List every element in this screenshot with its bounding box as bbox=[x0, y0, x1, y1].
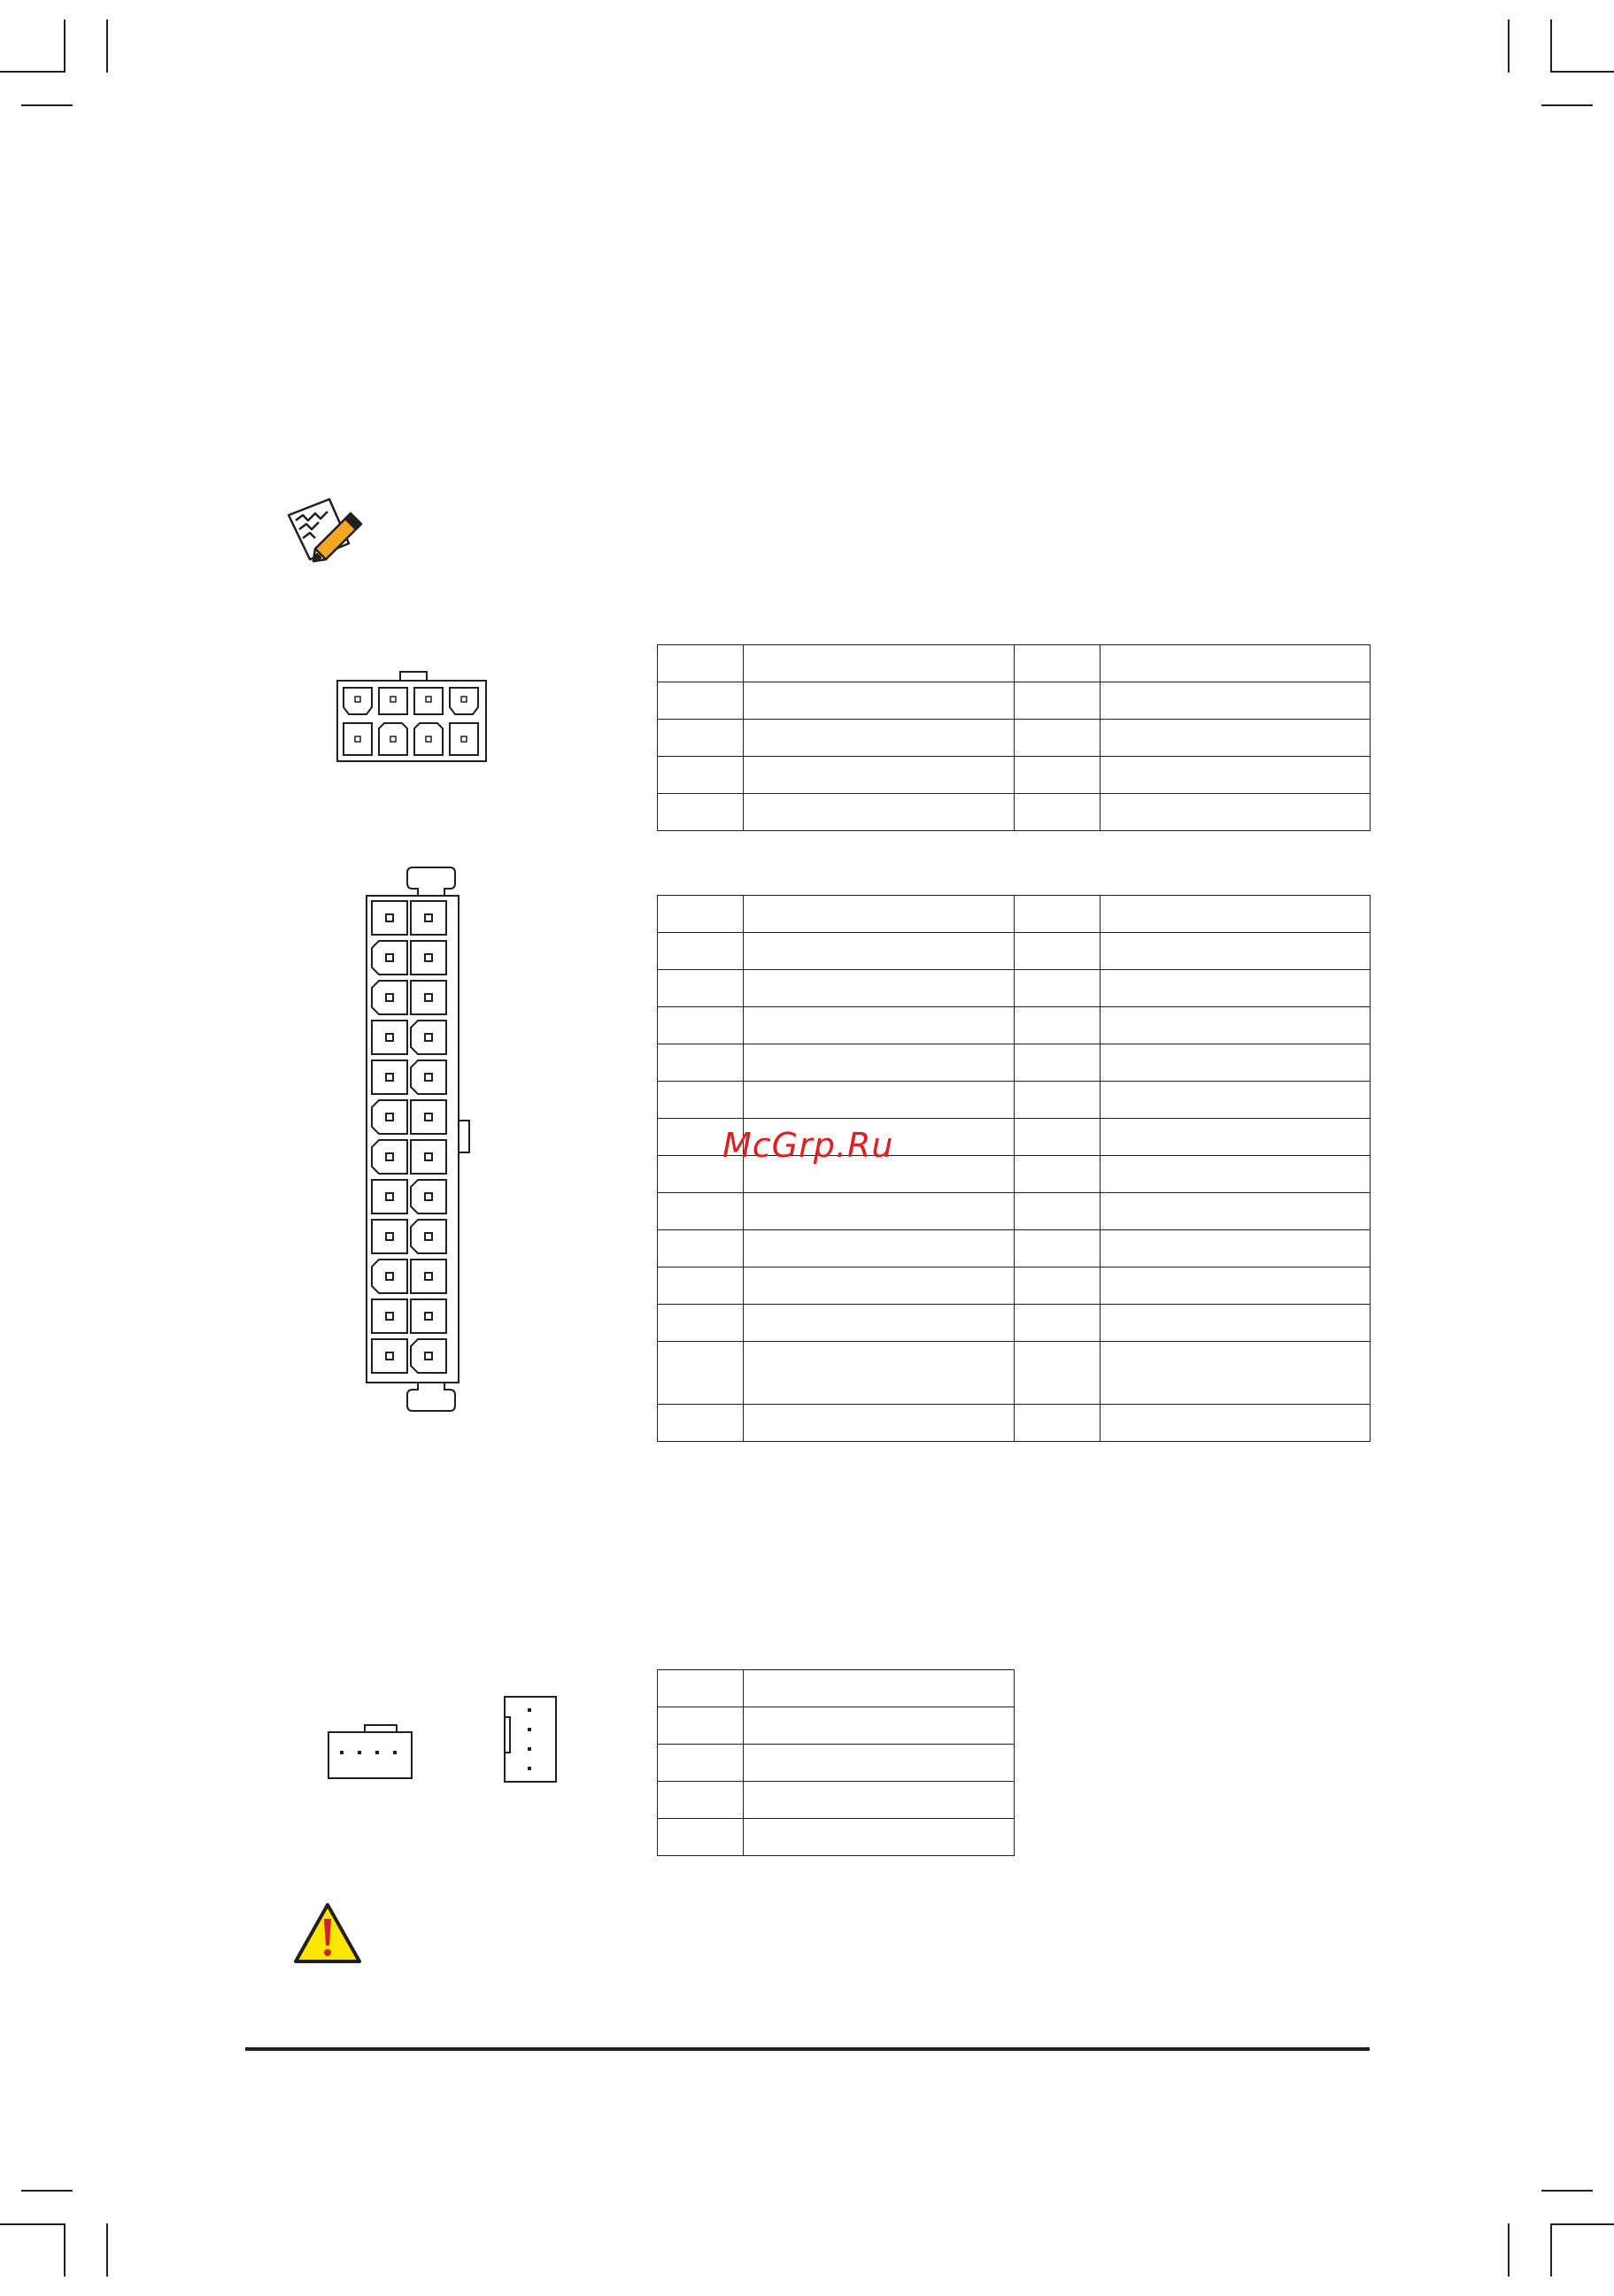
connector-pin-contact bbox=[386, 1313, 393, 1320]
table-row bbox=[658, 1342, 1371, 1405]
fan-header-horizontal-diagram bbox=[326, 1722, 414, 1781]
atx-24pin-connector-diagram bbox=[361, 864, 473, 1414]
connector-pin-contact bbox=[386, 954, 393, 961]
connector-pin-contact bbox=[425, 1113, 432, 1121]
table-row bbox=[658, 1670, 1015, 1707]
connector-pin-contact bbox=[386, 994, 393, 1001]
table-cell bbox=[744, 1230, 1015, 1267]
table-cell bbox=[658, 1745, 744, 1782]
table-cell bbox=[1100, 1082, 1371, 1119]
connector-pin-contact bbox=[386, 1153, 393, 1160]
table-cell bbox=[1100, 720, 1371, 757]
table-cell bbox=[658, 896, 744, 933]
crop-mark-tr-h1 bbox=[1550, 71, 1614, 73]
crop-mark-tr-v1 bbox=[1508, 19, 1510, 73]
table-cell bbox=[744, 1405, 1015, 1442]
table-cell bbox=[658, 1819, 744, 1856]
connector-pin-contact bbox=[386, 1034, 393, 1041]
table-row bbox=[658, 720, 1371, 757]
connector-pin-contact bbox=[386, 1273, 393, 1280]
atx-main-pin-table bbox=[657, 895, 1371, 1442]
connector-pin-contact bbox=[386, 1352, 393, 1360]
connector-pin-contact bbox=[425, 954, 432, 961]
connector-pin-contact bbox=[425, 1193, 432, 1200]
table-cell bbox=[658, 1405, 744, 1442]
table-cell bbox=[1100, 1156, 1371, 1193]
connector-pin-contact bbox=[386, 914, 393, 921]
connector-pin-contact bbox=[425, 994, 432, 1001]
table-cell bbox=[744, 1305, 1015, 1342]
table-cell bbox=[658, 970, 744, 1007]
note-pencil-icon bbox=[283, 496, 368, 570]
table-cell bbox=[744, 1707, 1015, 1745]
table-cell bbox=[658, 757, 744, 794]
table-cell bbox=[1015, 1044, 1100, 1082]
table-row bbox=[658, 896, 1371, 933]
table-cell bbox=[744, 1267, 1015, 1305]
table-cell bbox=[1015, 1119, 1100, 1156]
table-cell bbox=[744, 970, 1015, 1007]
table-cell bbox=[1015, 1305, 1100, 1342]
table-row bbox=[658, 1082, 1371, 1119]
crop-mark-bl-v2 bbox=[106, 2223, 108, 2277]
table-cell bbox=[744, 682, 1015, 720]
fan-pin-table bbox=[657, 1669, 1015, 1856]
table-row bbox=[658, 1007, 1371, 1044]
fan-header-vertical-diagram bbox=[501, 1694, 560, 1784]
table-cell bbox=[1100, 1267, 1371, 1305]
table-cell bbox=[658, 1230, 744, 1267]
crop-mark-tr-h2 bbox=[1541, 104, 1593, 106]
crop-mark-br-h2 bbox=[1550, 2223, 1614, 2225]
table-cell bbox=[1100, 1305, 1371, 1342]
table-row bbox=[658, 1267, 1371, 1305]
table-row bbox=[658, 682, 1371, 720]
table-row bbox=[658, 933, 1371, 970]
table-cell bbox=[1100, 1405, 1371, 1442]
connector-pin-contact bbox=[425, 1233, 432, 1240]
table-cell bbox=[744, 1082, 1015, 1119]
table-cell bbox=[744, 794, 1015, 831]
table-cell bbox=[1015, 1342, 1100, 1405]
table-cell bbox=[658, 1007, 744, 1044]
crop-mark-tl-h2 bbox=[21, 104, 73, 106]
table-cell bbox=[744, 1819, 1015, 1856]
table-cell bbox=[658, 933, 744, 970]
table-cell bbox=[744, 1782, 1015, 1819]
connector-pin-contact bbox=[386, 1193, 393, 1200]
table-cell bbox=[1100, 794, 1371, 831]
table-row bbox=[658, 1305, 1371, 1342]
table-row bbox=[658, 1044, 1371, 1082]
connector-pin-contact bbox=[425, 1352, 432, 1360]
table-cell bbox=[1015, 933, 1100, 970]
table-cell bbox=[1015, 682, 1100, 720]
table-cell bbox=[658, 720, 744, 757]
watermark-text: McGrp.Ru bbox=[722, 1126, 894, 1165]
connector-pin-contact bbox=[386, 1113, 393, 1121]
crop-mark-br-v1 bbox=[1508, 2223, 1510, 2277]
table-row bbox=[658, 1745, 1015, 1782]
table-row bbox=[658, 794, 1371, 831]
table-row bbox=[658, 1405, 1371, 1442]
table-cell bbox=[1015, 1156, 1100, 1193]
crop-mark-tl-v1 bbox=[64, 19, 66, 73]
table-row bbox=[658, 1782, 1015, 1819]
table-cell bbox=[1100, 896, 1371, 933]
table-cell bbox=[658, 645, 744, 682]
table-cell bbox=[1015, 645, 1100, 682]
connector-pin-contact bbox=[425, 914, 432, 921]
table-cell bbox=[658, 1305, 744, 1342]
table-cell bbox=[658, 1670, 744, 1707]
table-cell bbox=[1015, 794, 1100, 831]
table-row bbox=[658, 1819, 1015, 1856]
table-cell bbox=[744, 720, 1015, 757]
table-cell bbox=[658, 1707, 744, 1745]
crop-mark-bl-h2 bbox=[0, 2223, 64, 2225]
table-row bbox=[658, 1193, 1371, 1230]
table-cell bbox=[744, 1044, 1015, 1082]
table-cell bbox=[1100, 1007, 1371, 1044]
table-cell bbox=[744, 757, 1015, 794]
atx-12v-8pin-connector-diagram bbox=[335, 669, 490, 765]
table-cell bbox=[1015, 970, 1100, 1007]
connector-pin-contact bbox=[425, 1153, 432, 1160]
table-cell bbox=[744, 1342, 1015, 1405]
table-cell bbox=[658, 1193, 744, 1230]
table-cell bbox=[658, 1782, 744, 1819]
table-cell bbox=[1015, 1193, 1100, 1230]
table-cell bbox=[658, 1082, 744, 1119]
table-cell bbox=[1100, 645, 1371, 682]
table-cell bbox=[1015, 1230, 1100, 1267]
crop-mark-tr-v2 bbox=[1550, 19, 1552, 73]
table-cell bbox=[1015, 896, 1100, 933]
crop-mark-br-h1 bbox=[1541, 2190, 1593, 2192]
table-cell bbox=[1100, 757, 1371, 794]
table-cell bbox=[744, 896, 1015, 933]
table-cell bbox=[1100, 1342, 1371, 1405]
table-cell bbox=[744, 1670, 1015, 1707]
table-cell bbox=[1100, 1193, 1371, 1230]
crop-mark-bl-v1 bbox=[64, 2223, 66, 2277]
connector-pin-contact bbox=[425, 1313, 432, 1320]
table-cell bbox=[744, 933, 1015, 970]
connector-pin-contact bbox=[386, 1233, 393, 1240]
atx-12v-pin-table bbox=[657, 644, 1371, 831]
table-cell bbox=[658, 682, 744, 720]
table-cell bbox=[1015, 757, 1100, 794]
table-cell bbox=[658, 1342, 744, 1405]
table-row bbox=[658, 757, 1371, 794]
table-cell bbox=[1100, 1119, 1371, 1156]
table-cell bbox=[1100, 970, 1371, 1007]
crop-mark-tl-h1 bbox=[0, 71, 64, 73]
connector-pin-contact bbox=[425, 1273, 432, 1280]
crop-mark-bl-h1 bbox=[21, 2190, 73, 2192]
table-cell bbox=[744, 1745, 1015, 1782]
connector-pin-contact bbox=[425, 1074, 432, 1081]
table-cell bbox=[1015, 1082, 1100, 1119]
crop-mark-br-v2 bbox=[1550, 2223, 1552, 2277]
table-cell bbox=[1100, 1230, 1371, 1267]
table-row bbox=[658, 1230, 1371, 1267]
table-cell bbox=[1015, 1267, 1100, 1305]
table-cell bbox=[744, 1193, 1015, 1230]
table-cell bbox=[744, 1007, 1015, 1044]
table-cell bbox=[744, 645, 1015, 682]
connector-pin-contact bbox=[386, 1074, 393, 1081]
table-cell bbox=[1015, 1007, 1100, 1044]
table-cell bbox=[1015, 720, 1100, 757]
table-row bbox=[658, 645, 1371, 682]
table-cell bbox=[1100, 682, 1371, 720]
table-cell bbox=[658, 1267, 744, 1305]
table-row bbox=[658, 1707, 1015, 1745]
crop-mark-tl-v2 bbox=[106, 19, 108, 73]
page-footer-rule bbox=[245, 2047, 1370, 2051]
connector-pin-contact bbox=[425, 1034, 432, 1041]
warning-triangle-icon bbox=[292, 1901, 363, 1965]
table-cell bbox=[1100, 933, 1371, 970]
table-cell bbox=[658, 794, 744, 831]
table-cell bbox=[658, 1044, 744, 1082]
table-cell bbox=[1100, 1044, 1371, 1082]
table-row bbox=[658, 970, 1371, 1007]
table-cell bbox=[1015, 1405, 1100, 1442]
